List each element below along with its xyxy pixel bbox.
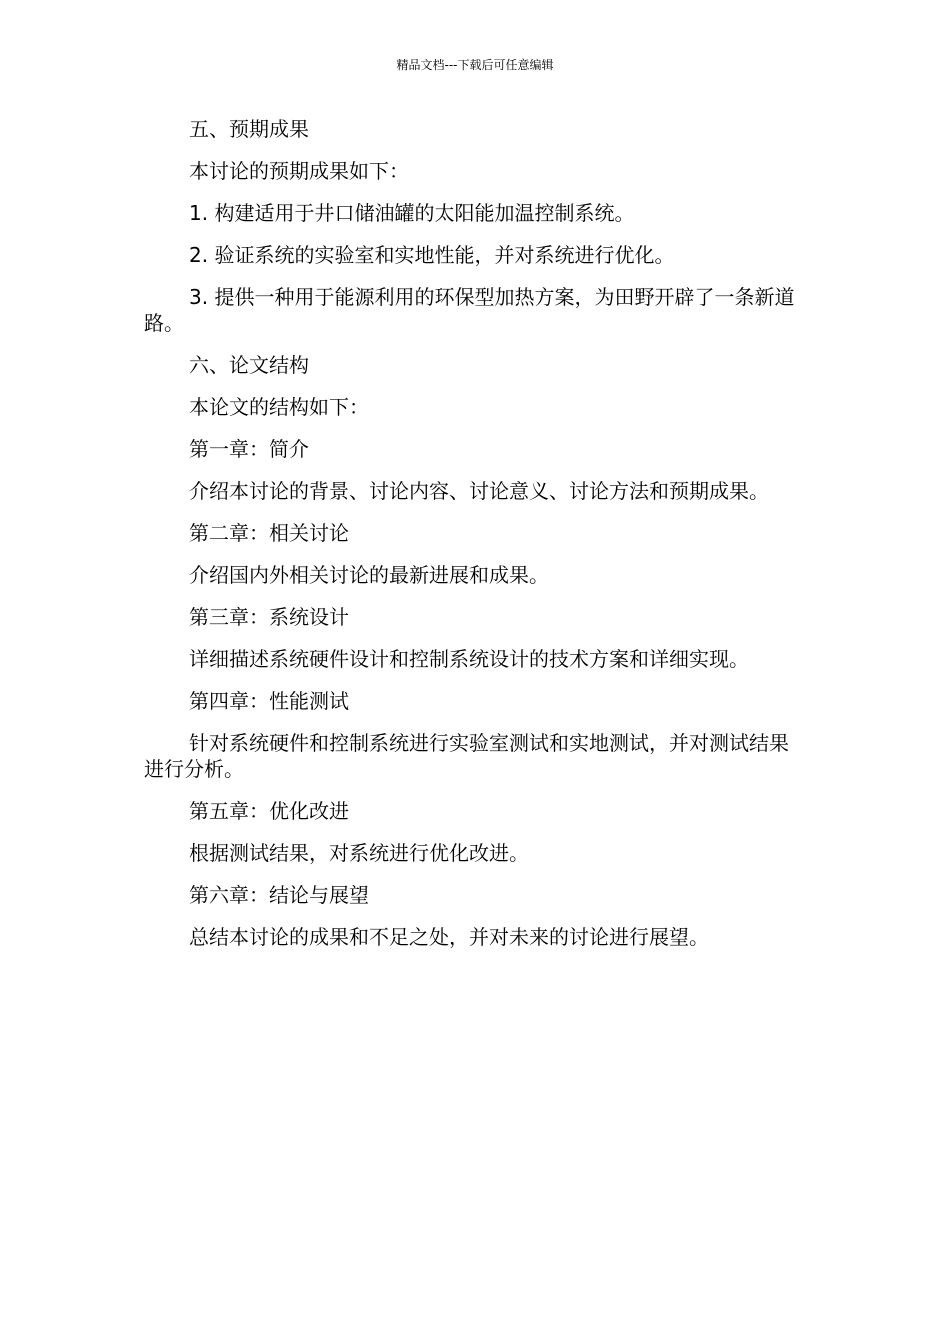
chapter-title: 第一章：简介: [189, 437, 309, 461]
chapter-title: 第三章：系统设计: [189, 605, 349, 629]
chapter-description: 详细描述系统硬件设计和控制系统设计的技术方案和详细实现。: [189, 647, 749, 671]
section-heading-expected-results: 五、预期成果: [189, 117, 309, 141]
page-header: 精品文档---下载后可任意编辑: [396, 58, 554, 72]
chapter-title: 第六章：结论与展望: [189, 883, 369, 907]
paragraph: 本论文的结构如下：: [189, 395, 369, 419]
chapter-description: 针对系统硬件和控制系统进行实验室测试和实地测试，并对测试结果进行分析。: [144, 731, 789, 781]
list-item: 3. 提供一种用于能源利用的环保型加热方案，为田野开辟了一条新道路。: [144, 285, 795, 335]
chapter-description: 总结本讨论的成果和不足之处，并对未来的讨论进行展望。: [189, 925, 709, 949]
chapter-title: 第二章：相关讨论: [189, 521, 349, 545]
chapter-description: 介绍国内外相关讨论的最新进展和成果。: [189, 563, 549, 587]
chapter-title: 第五章：优化改进: [189, 799, 349, 823]
list-item: 2. 验证系统的实验室和实地性能，并对系统进行优化。: [189, 243, 675, 267]
chapter-description: 根据测试结果，对系统进行优化改进。: [189, 841, 529, 865]
chapter-description: 介绍本讨论的背景、讨论内容、讨论意义、讨论方法和预期成果。: [189, 479, 769, 503]
list-item: 1. 构建适用于井口储油罐的太阳能加温控制系统。: [189, 201, 635, 225]
document-body: [144, 116, 804, 966]
chapter-title: 第四章：性能测试: [189, 689, 349, 713]
paragraph: 本讨论的预期成果如下：: [189, 159, 409, 183]
section-heading-thesis-structure: 六、论文结构: [189, 353, 309, 377]
